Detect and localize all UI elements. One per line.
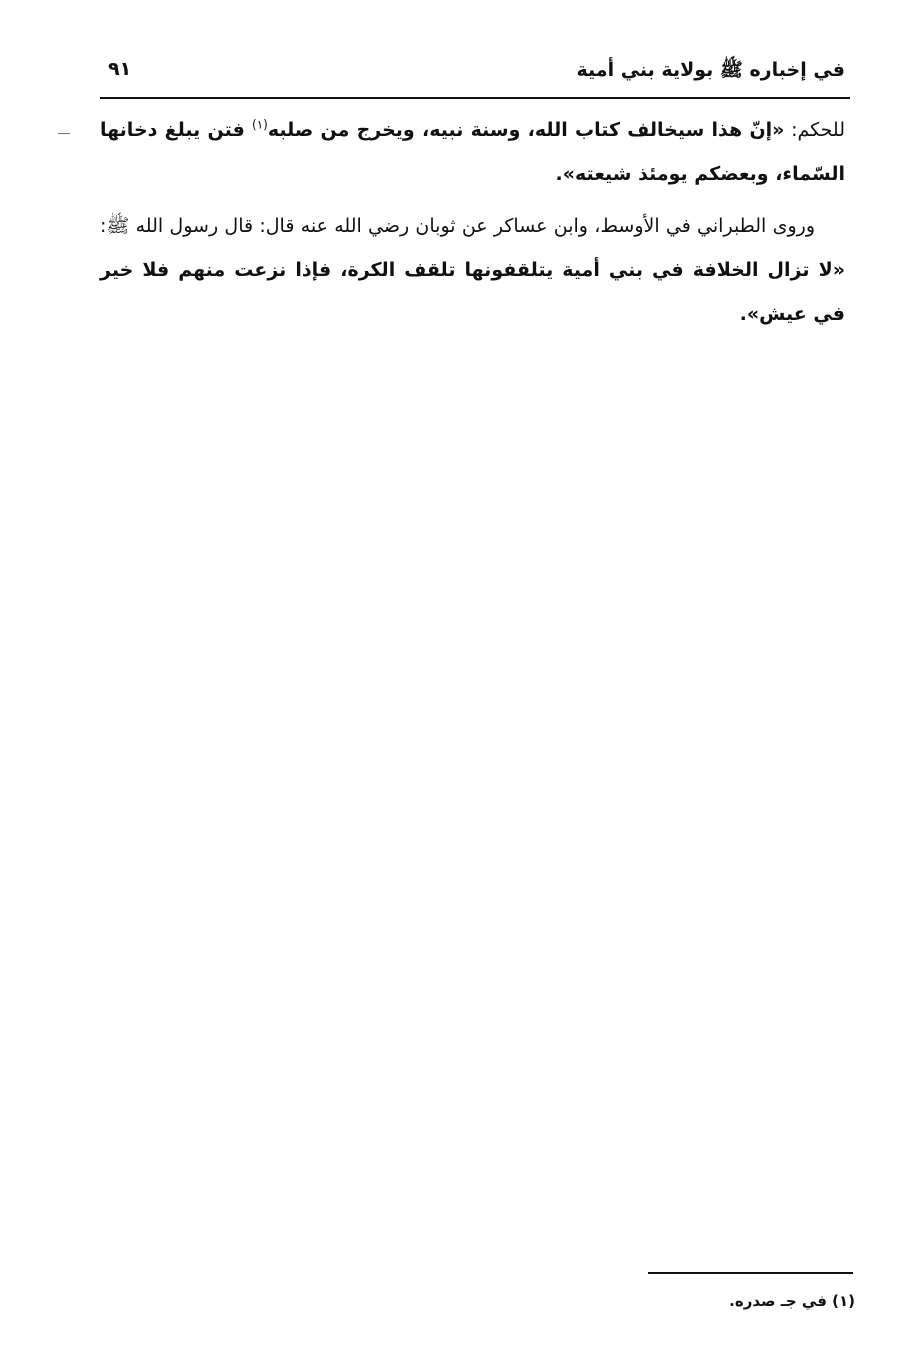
paragraph-1 (100, 108, 845, 196)
page-number: ٩١ (108, 58, 132, 80)
paragraph-1-quote-end: فتن يبلغ دخانها السّماء، وبعضكم يومئذ شيعته». (100, 119, 845, 185)
footnote-separator (648, 1272, 853, 1274)
paragraph-1-quote-start: «إنّ هذا سيخالف كتاب الله، وسنة نبيه، ويخرج من صلبه (267, 119, 785, 141)
header-rule (100, 97, 850, 99)
paragraph-2-lead: وروى الطبراني في الأوسط، وابن عساكر عن ثوبان رضي الله عنه قال: قال رسول الله ﷺ: (100, 215, 815, 237)
paragraph-1-lead: للحكم: (784, 119, 845, 141)
running-title: في إخباره ﷺ بولاية بني أمية (576, 59, 845, 81)
margin-mark (58, 133, 70, 134)
page-header (100, 52, 850, 96)
footnote-reference: (١) (252, 117, 268, 132)
main-text (100, 108, 845, 344)
paragraph-2 (100, 204, 845, 336)
paragraph-2-quote: «لا تزال الخلافة في بني أمية يتلقفونها تلقف الكرة، فإذا نزعت منهم فلا خير في عيش». (100, 259, 845, 325)
footnote-1: (١) في جـ صدره. (729, 1292, 855, 1310)
